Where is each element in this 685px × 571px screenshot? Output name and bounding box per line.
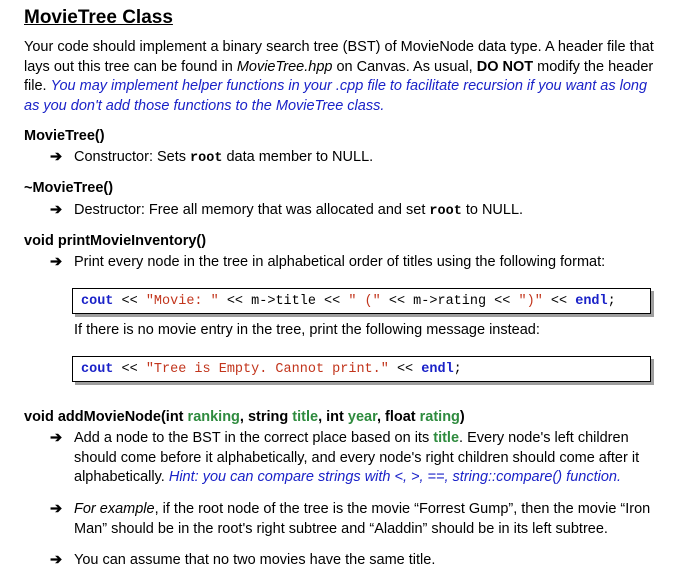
code-block-empty — [72, 356, 651, 382]
add-sig-type: string — [247, 409, 293, 425]
constructor-bullet — [50, 148, 660, 169]
constructor-heading: MovieTree() — [24, 128, 105, 144]
destructor-text-a: Destructor: Free all memory that was allocated and set — [74, 202, 430, 218]
intro-paragraph — [24, 38, 664, 116]
arrow-icon: ➔ — [50, 552, 63, 568]
do-not-emphasis: DO NOT — [476, 58, 534, 75]
add-sig-type: int — [165, 409, 188, 425]
param-ranking: ranking — [187, 409, 240, 425]
code-cout: cout — [81, 294, 114, 309]
code-op: << — [113, 294, 146, 309]
add-b1-text-b: . Every node's left children should come before it alphabetically, and every node's right children should come after it alphabetically. — [74, 430, 640, 485]
add-bullet-2 — [50, 500, 660, 539]
add-sig-close: ) — [459, 409, 465, 425]
code-op: << m->rating << — [380, 294, 519, 309]
intro-text-2: on Canvas. As usual, — [332, 58, 477, 75]
page-title: MovieTree Class — [24, 7, 173, 28]
param-year: year — [347, 409, 377, 425]
code-op: << m->title << — [218, 294, 349, 309]
header-filename: MovieTree.hpp — [236, 58, 333, 75]
title-emphasis: title — [433, 430, 460, 446]
code-semicolon: ; — [607, 294, 616, 309]
helper-note: You may implement helper functions in your .cpp file to facilitate recursion if you want as long as you don't add those functions to the MovieTree class. — [24, 78, 648, 114]
add-bullet-3 — [50, 551, 660, 571]
for-example-text: For example — [74, 501, 155, 517]
code-endl: endl — [421, 362, 454, 377]
destructor-text-b: to NULL. — [461, 202, 524, 218]
code-string: "Tree is Empty. Cannot print." — [145, 362, 389, 377]
code-string: "Movie: " — [145, 294, 219, 309]
add-b2-text: , if the root node of the tree is the movie “Forrest Gump”, then the movie “Iron Man” should be in the root's right subtree and “Aladdin” should be in its left subtree. — [74, 501, 651, 537]
add-heading — [24, 409, 465, 425]
code-endl: endl — [575, 294, 608, 309]
code-op: << — [113, 362, 146, 377]
empty-tree-note: If there is no movie entry in the tree, print the following message instead: — [74, 322, 540, 338]
add-sig-type: int — [326, 409, 348, 425]
arrow-icon: ➔ — [50, 501, 63, 517]
add-sig-sep: , — [376, 409, 385, 425]
arrow-icon: ➔ — [50, 254, 63, 270]
code-string: ")" — [518, 294, 543, 309]
add-sig-sep: , — [239, 409, 248, 425]
code-cout: cout — [81, 362, 114, 377]
compare-hint: Hint: you can compare strings with <, >, ==, string::compare() function. — [168, 469, 621, 485]
root-code: root — [429, 204, 462, 219]
code-block-movie — [72, 288, 651, 314]
destructor-heading: ~MovieTree() — [24, 180, 114, 196]
add-sig-sep: , — [318, 409, 327, 425]
add-bullet-1 — [50, 429, 660, 488]
add-b3-text: You can assume that no two movies have the same title. — [74, 552, 436, 568]
param-title: title — [292, 409, 319, 425]
code-op: << — [542, 294, 576, 309]
param-rating: rating — [419, 409, 460, 425]
print-heading: void printMovieInventory() — [24, 233, 207, 249]
print-bullet — [50, 253, 660, 273]
add-sig-void: void addMovieNode( — [24, 409, 166, 425]
arrow-icon: ➔ — [50, 149, 63, 165]
constructor-text-b: data member to NULL. — [222, 149, 374, 165]
intro-text-1: Your code should implement a binary search tree (BST) of MovieNode data type. A header file that lays out this tree can be found in — [24, 39, 654, 75]
code-op: << — [388, 362, 422, 377]
arrow-icon: ➔ — [50, 202, 63, 218]
destructor-bullet — [50, 201, 660, 222]
constructor-text-a: Constructor: Sets — [74, 149, 191, 165]
add-b1-text: Add a node to the BST in the correct place based on its — [74, 430, 434, 446]
intro-text-3: modify the header file. — [24, 58, 654, 94]
print-bullet-text: Print every node in the tree in alphabetical order of titles using the following format: — [74, 254, 606, 270]
root-code: root — [190, 151, 223, 166]
code-string: " (" — [348, 294, 381, 309]
arrow-icon: ➔ — [50, 430, 63, 446]
add-sig-type: float — [385, 409, 420, 425]
code-semicolon: ; — [453, 362, 462, 377]
